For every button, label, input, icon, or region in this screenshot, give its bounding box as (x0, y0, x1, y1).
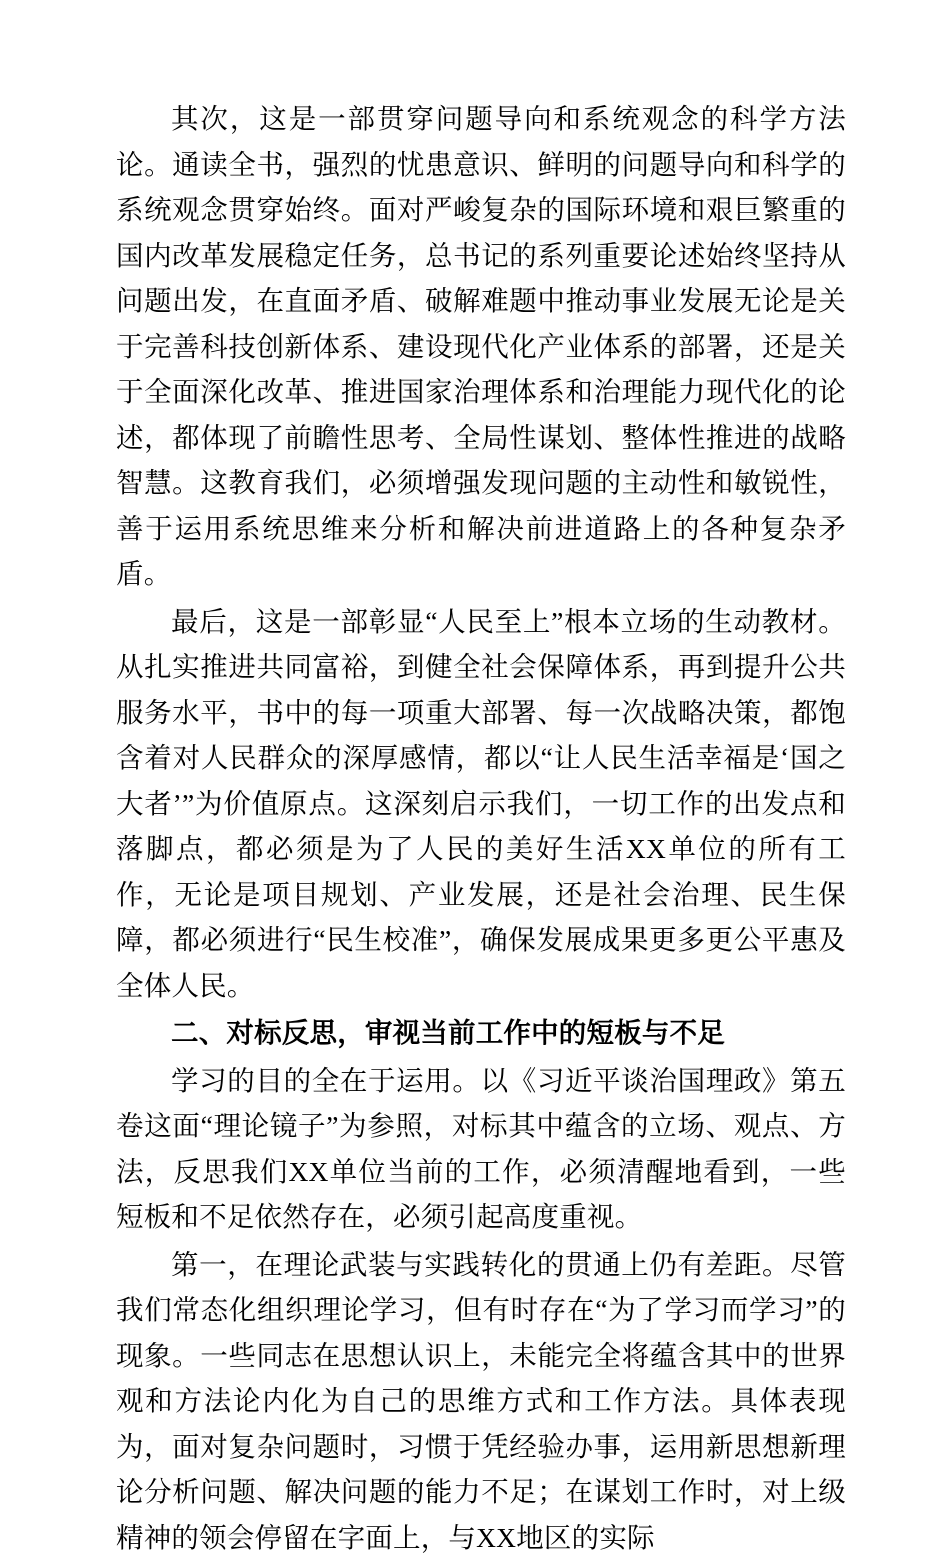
document-body (116, 96, 846, 1560)
section-heading-2: 二、对标反思，审视当前工作中的短板与不足 (116, 1010, 846, 1056)
paragraph-3: 学习的目的全在于运用。以《习近平谈治国理政》第五卷这面“理论镜子”为参照，对标其中蕴含的立场、观点、方法，反思我们XX单位当前的工作，必须清醒地看到，一些短板和不足依然存在，必须引起高度重视。 (116, 1058, 846, 1240)
paragraph-1: 其次，这是一部贯穿问题导向和系统观念的科学方法论。通读全书，强烈的忧患意识、鲜明的问题导向和科学的系统观念贯穿始终。面对严峻复杂的国际环境和艰巨繁重的国内改革发展稳定任务，总书记的系列重要论述始终坚持从问题出发，在直面矛盾、破解难题中推动事业发展无论是关于完善科技创新体系、建设现代化产业体系的部署，还是关于全面深化改革、推进国家治理体系和治理能力现代化的论述，都体现了前瞻性思考、全局性谋划、整体性推进的战略智慧。这教育我们，必须增强发现问题的主动性和敏锐性，善于运用系统思维来分析和解决前进道路上的各种复杂矛盾。 (116, 96, 846, 597)
paragraph-4: 第一，在理论武装与实践转化的贯通上仍有差距。尽管我们常态化组织理论学习，但有时存在“为了学习而学习”的现象。一些同志在思想认识上，未能完全将蕴含其中的世界观和方法论内化为自己的思维方式和工作方法。具体表现为，面对复杂问题时，习惯于凭经验办事，运用新思想新理论分析问题、解决问题的能力不足；在谋划工作时，对上级精神的领会停留在字面上，与XX地区的实际 (116, 1242, 846, 1560)
paragraph-2: 最后，这是一部彰显“人民至上”根本立场的生动教材。从扎实推进共同富裕，到健全社会保障体系，再到提升公共服务水平，书中的每一项重大部署、每一次战略决策，都饱含着对人民群众的深厚感情，都以“让人民生活幸福是‘国之大者’”为价值原点。这深刻启示我们，一切工作的出发点和落脚点，都必须是为了人民的美好生活XX单位的所有工作，无论是项目规划、产业发展，还是社会治理、民生保障，都必须进行“民生校准”，确保发展成果更多更公平惠及全体人民。 (116, 599, 846, 1009)
